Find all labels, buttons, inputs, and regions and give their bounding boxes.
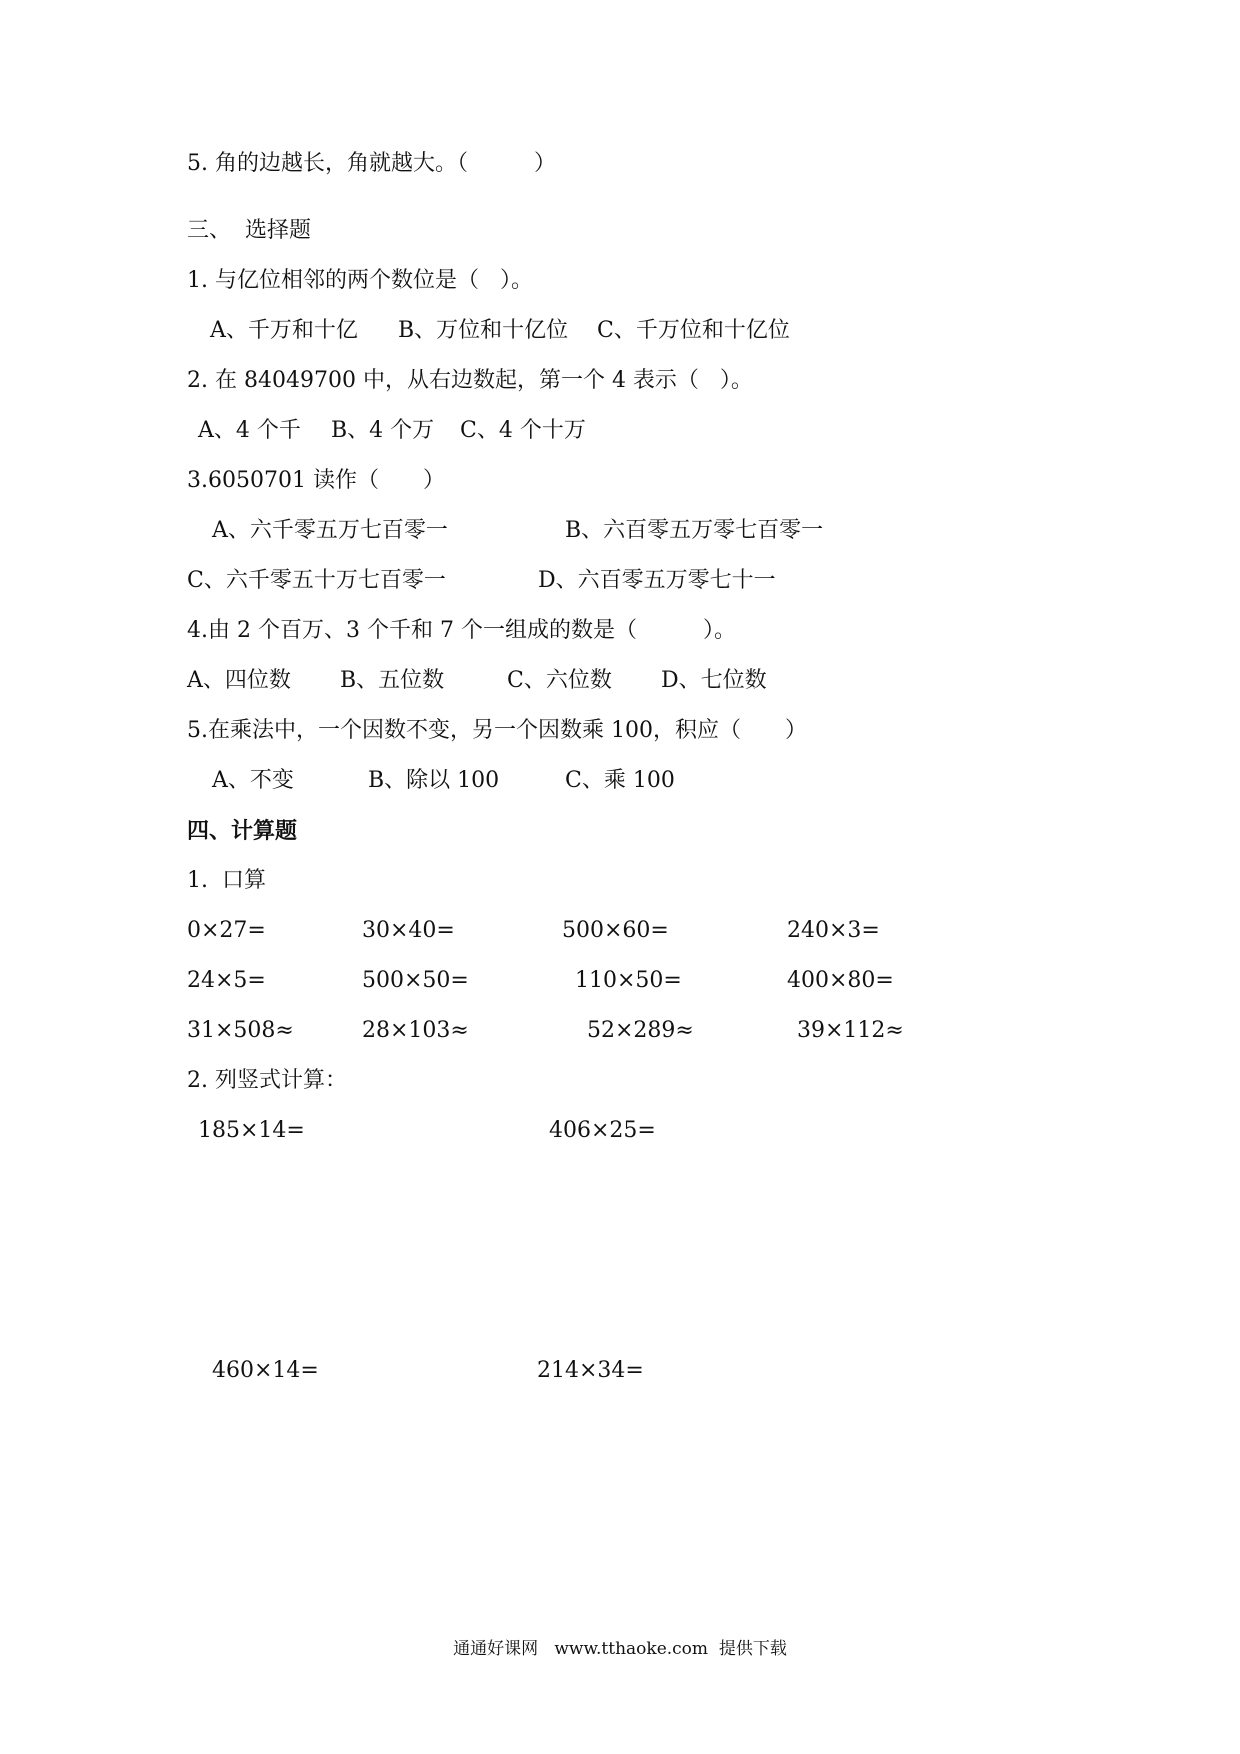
oral-item: 500×60= xyxy=(562,918,669,943)
choice-q5-option-b: B、除以 100 xyxy=(368,768,500,793)
choice-q4-option-d: D、七位数 xyxy=(661,668,767,693)
choice-q5-option-a: A、不变 xyxy=(212,768,294,793)
choice-q4-option-c: C、六位数 xyxy=(507,668,612,693)
choice-q2-stem: 2. 在 84049700 中，从右边数起，第一个 4 表示（ ）。 xyxy=(187,368,753,393)
oral-item: 31×508≈ xyxy=(187,1018,294,1043)
choice-q3-option-c: C、六千零五十万七百零一 xyxy=(187,568,446,593)
vertical-item: 185×14= xyxy=(198,1118,305,1143)
oral-calc-title: 1. 口算 xyxy=(187,868,266,893)
choice-q3-stem: 3.6050701 读作（ ） xyxy=(187,468,445,493)
judge-question-5: 5. 角的边越长，角就越大。（ ） xyxy=(187,151,556,176)
choice-q3-option-b: B、六百零五万零七百零一 xyxy=(565,518,824,543)
oral-item: 110×50= xyxy=(575,968,682,993)
choice-q1-option-c: C、千万位和十亿位 xyxy=(597,318,790,343)
choice-q5-stem: 5.在乘法中，一个因数不变，另一个因数乘 100，积应（ ） xyxy=(187,718,807,743)
oral-item: 52×289≈ xyxy=(587,1018,694,1043)
oral-item: 500×50= xyxy=(362,968,469,993)
section-heading-choice: 三、 选择题 xyxy=(187,218,311,243)
vertical-item: 406×25= xyxy=(549,1118,656,1143)
oral-item: 240×3= xyxy=(787,918,880,943)
choice-q2-option-c: C、4 个十万 xyxy=(460,418,586,443)
choice-q4-option-b: B、五位数 xyxy=(340,668,445,693)
oral-item: 400×80= xyxy=(787,968,894,993)
section-heading-calc: 四、计算题 xyxy=(187,818,298,844)
choice-q4-stem: 4.由 2 个百万、3 个千和 7 个一组成的数是（ ）。 xyxy=(187,618,736,643)
vertical-item: 214×34= xyxy=(537,1358,644,1383)
choice-q3-option-d: D、六百零五万零七十一 xyxy=(538,568,776,593)
oral-item: 30×40= xyxy=(362,918,455,943)
choice-q1-option-a: A、千万和十亿 xyxy=(210,318,358,343)
choice-q2-option-b: B、4 个万 xyxy=(331,418,435,443)
choice-q5-option-c: C、乘 100 xyxy=(565,768,675,793)
choice-q3-option-a: A、六千零五万七百零一 xyxy=(212,518,448,543)
oral-item: 0×27= xyxy=(187,918,266,943)
choice-q2-option-a: A、4 个千 xyxy=(198,418,301,443)
choice-q1-option-b: B、万位和十亿位 xyxy=(398,318,569,343)
page-footer: 通通好课网 www.tthaoke.com 提供下载 xyxy=(453,1639,787,1659)
choice-q1-stem: 1. 与亿位相邻的两个数位是（ ）。 xyxy=(187,268,533,293)
oral-item: 24×5= xyxy=(187,968,266,993)
vertical-calc-title: 2. 列竖式计算： xyxy=(187,1068,347,1093)
oral-item: 28×103≈ xyxy=(362,1018,469,1043)
oral-item: 39×112≈ xyxy=(797,1018,904,1043)
choice-q4-option-a: A、四位数 xyxy=(187,668,291,693)
vertical-item: 460×14= xyxy=(212,1358,319,1383)
